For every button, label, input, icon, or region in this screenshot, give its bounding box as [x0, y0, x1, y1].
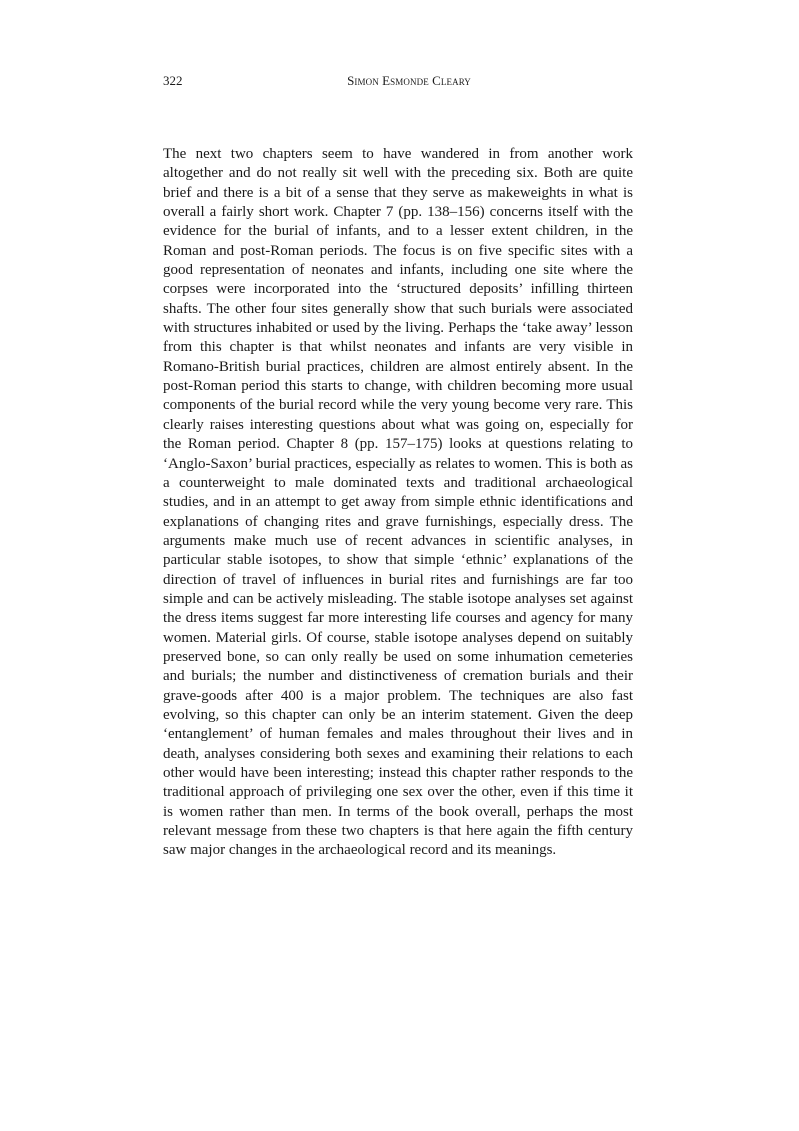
page-number: 322: [163, 73, 183, 88]
running-head: [163, 73, 633, 93]
body-paragraph: The next two chapters seem to have wandered in from another work altogether and do not really sit well with the preceding six. Both are quite brief and there is a bit of a sense that they serve as makeweights in what is overall a fairly short work. Chapter 7 (pp. 138–156) concerns itself with the evidence for the burial of infants, and to a lesser extent children, in the Roman and post-Roman periods. The focus is on five specific sites with a good representation of neonates and infants, including one site where the corpses were incorporated into the ‘structured deposits’ infilling thirteen shafts. The other four sites generally show that such burials were associated with structures inhabited or used by the living. Perhaps the ‘take away’ lesson from this chapter is that whilst neonates and infants are very visible in Romano-British burial practices, children are almost entirely absent. In the post-Roman period this starts to change, with children becoming more usual components of the burial record while the very young become very rare. This clearly raises interesting questions about what was going on, especially for the Roman period. Chapter 8 (pp. 157–175) looks at questions relating to ‘Anglo-Saxon’ burial practices, especially as relates to women. This is both as a counterweight to male dominated texts and traditional archaeological studies, and in an attempt to get away from simple ethnic identifications and explanations of changing rites and grave furnishings, especially dress. The arguments make much use of recent advances in scientific analyses, in particular stable isotopes, to show that simple ‘ethnic’ explanations of the direction of travel of influences in burial rites and furnishings are far too simple and can be actively misleading. The stable isotope analyses set against the dress items suggest far more interesting life courses and agency for many women. Material girls. Of course, stable isotope analyses depend on suitably preserved bone, so can only really be used on some inhumation cemeteries and burials; the number and distinctiveness of cremation burials and their grave-goods after 400 is a major problem. The techniques are also fast evolving, so this chapter can only be an interim statement. Given the deep ‘entanglement’ of human females and males throughout their lives and in death, analyses considering both sexes and examining their relations to each other would have been interesting; instead this chapter rather responds to the traditional approach of privileging one sex over the other, even if this time it is women rather than men. In terms of the book overall, perhaps the most relevant message from these two chapters is that here again the fifth century saw major changes in the archaeological record and its meanings.: [163, 146, 633, 859]
running-title: Simon Esmonde Cleary: [347, 73, 471, 88]
